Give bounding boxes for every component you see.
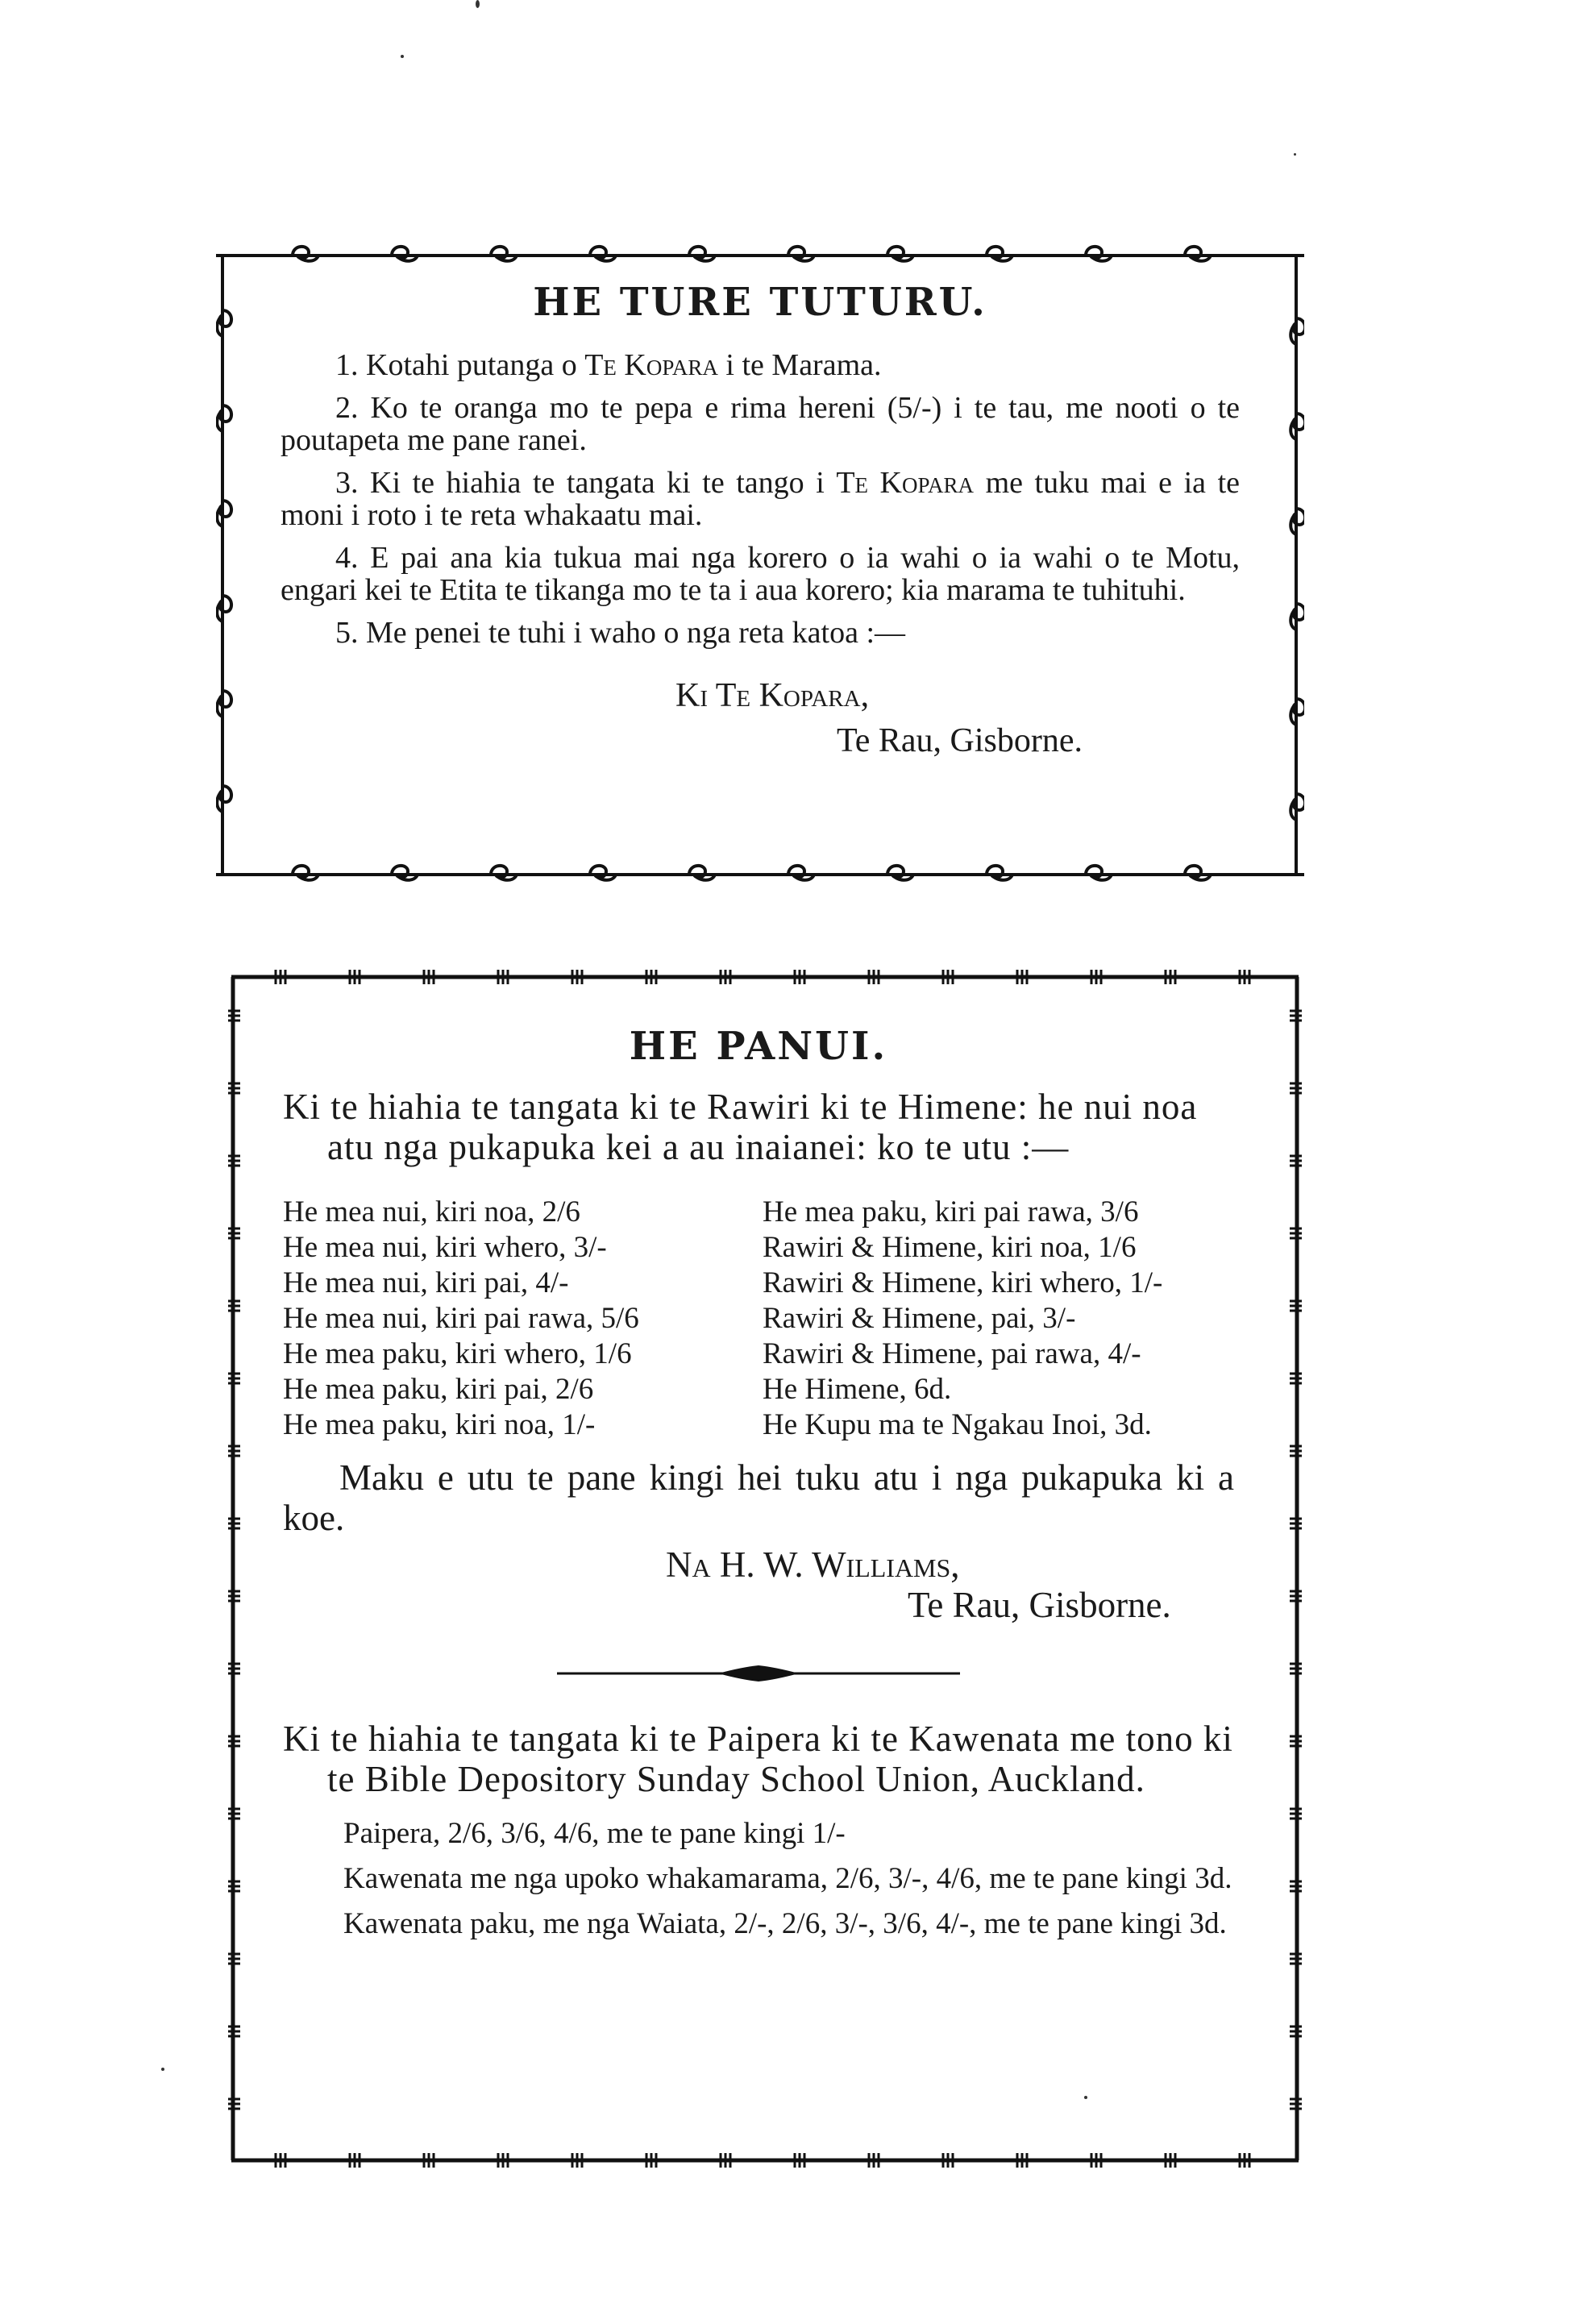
bead-ornament xyxy=(1290,1228,1302,1230)
scroll-ornament xyxy=(217,301,231,336)
rules-title: HE TURE TUTURU. xyxy=(533,280,987,325)
price-item: He mea nui, kiri whero, 3/- xyxy=(283,1231,607,1264)
bead-ornament xyxy=(428,970,430,984)
bead-ornament xyxy=(228,1445,240,1448)
bead-ornament xyxy=(228,1595,240,1598)
notice-box xyxy=(228,959,1302,2172)
bead-ornament xyxy=(1290,1160,1302,1162)
bead-ornament xyxy=(1290,1528,1302,1530)
bead-ornament xyxy=(354,2153,356,2168)
bead-ornament xyxy=(1290,1673,1302,1675)
bead-ornament xyxy=(1290,1736,1302,1738)
bead-ornament xyxy=(228,1740,240,1743)
bead-ornament xyxy=(280,970,282,984)
bead-ornament xyxy=(228,1237,240,1240)
bead-ornament xyxy=(655,970,658,984)
bead-ornament xyxy=(1290,1233,1302,1235)
bead-ornament xyxy=(1290,1020,1302,1022)
bead-ornament xyxy=(507,970,509,984)
bead-ornament xyxy=(1290,1445,1302,1448)
bead-ornament xyxy=(1290,1310,1302,1312)
bead-ornament xyxy=(228,1745,240,1748)
bead-ornament xyxy=(873,970,875,984)
bead-ornament xyxy=(228,1233,240,1235)
bead-ornament xyxy=(1290,1663,1302,1665)
bead-ornament xyxy=(228,1528,240,1530)
rule-item: 2. Ko te oranga mo te pepa e rima hereni (5/-) i te tau, me nooti o te poutapeta me pane ranei. xyxy=(281,391,1240,457)
bead-ornament xyxy=(1290,1450,1302,1453)
bead-ornament xyxy=(1290,1963,1302,1965)
bead-ornament xyxy=(571,970,574,984)
bead-ornament xyxy=(1249,970,1251,984)
bead-ornament xyxy=(1290,1155,1302,1158)
bead-ornament xyxy=(1290,2026,1302,2028)
bead-ornament xyxy=(275,970,277,984)
scroll-ornament xyxy=(977,247,1012,261)
bible-intro: Ki te hiahia te tangata ki te Paipera ki te Kawenata me tono ki te Bible Depository Sunday School Union, Auckland. xyxy=(283,1719,1233,1799)
bead-ornament xyxy=(804,2153,806,2168)
bead-ornament xyxy=(228,1518,240,1520)
scroll-ornament xyxy=(217,491,231,526)
bead-ornament xyxy=(507,2153,509,2168)
bead-ornament xyxy=(1290,2098,1302,2101)
bead-ornament xyxy=(1290,2031,1302,2033)
price-item: He mea nui, kiri pai rawa, 5/6 xyxy=(283,1302,639,1335)
bead-ornament xyxy=(423,2153,426,2168)
scroll-ornament xyxy=(481,866,517,880)
bead-ornament xyxy=(947,970,950,984)
address-line: Te Rau, Gisborne. xyxy=(837,722,1083,759)
bead-ornament xyxy=(359,2153,361,2168)
rule-item: 4. E pai ana kia tukua mai nga korero o ia wahi o ia wahi o te Motu, engari kei te Etita te tikanga mo te ta i aua korero; kia marama te tuhituhi. xyxy=(281,541,1240,607)
bead-ornament xyxy=(1174,970,1177,984)
signature-place: Te Rau, Gisborne. xyxy=(908,1585,1171,1625)
bead-ornament xyxy=(1290,1890,1302,1893)
bead-ornament xyxy=(1290,1881,1302,1883)
bead-ornament xyxy=(228,1813,240,1815)
bead-ornament xyxy=(799,970,801,984)
scroll-ornament xyxy=(977,866,1012,880)
signature-name: Na H. W. Williams, xyxy=(666,1544,960,1585)
bead-ornament xyxy=(1170,2153,1172,2168)
bead-ornament xyxy=(947,2153,950,2168)
bead-ornament xyxy=(873,2153,875,2168)
bead-ornament xyxy=(794,2153,796,2168)
bead-ornament xyxy=(228,1010,240,1012)
scroll-ornament xyxy=(1175,866,1211,880)
bead-ornament xyxy=(1290,1958,1302,1960)
bead-ornament xyxy=(1290,1813,1302,1815)
bead-ornament xyxy=(1290,1595,1302,1598)
rule-item: 5. Me penei te tuhi i waho o nga reta katoa :— xyxy=(335,616,906,650)
price-item: He mea nui, kiri noa, 2/6 xyxy=(283,1195,580,1228)
bead-ornament xyxy=(1091,970,1093,984)
page-speck xyxy=(161,2068,164,2071)
bead-ornament xyxy=(1290,1808,1302,1810)
bead-ornament xyxy=(1249,2153,1251,2168)
bead-ornament xyxy=(228,1083,240,1085)
bead-ornament xyxy=(1244,970,1246,984)
price-item: He mea nui, kiri pai, 4/- xyxy=(283,1266,569,1299)
bead-ornament xyxy=(1290,1885,1302,1888)
bead-ornament xyxy=(1244,2153,1246,2168)
bead-ornament xyxy=(1290,1010,1302,1012)
signature-block xyxy=(283,1544,1234,1625)
bead-ornament xyxy=(1174,2153,1177,2168)
bead-ornament xyxy=(228,1523,240,1525)
bead-ornament xyxy=(228,2103,240,2106)
bead-ornament xyxy=(228,1663,240,1665)
scroll-ornament xyxy=(382,247,418,261)
bead-ornament xyxy=(952,2153,954,2168)
bead-ornament xyxy=(423,970,426,984)
bead-ornament xyxy=(1026,2153,1029,2168)
bead-ornament xyxy=(497,2153,500,2168)
bead-ornament xyxy=(868,970,871,984)
bead-ornament xyxy=(650,970,653,984)
scroll-ornament xyxy=(1175,247,1211,261)
scroll-ornament xyxy=(481,247,517,261)
bead-ornament xyxy=(275,2153,277,2168)
bead-ornament xyxy=(497,970,500,984)
scroll-ornament xyxy=(779,866,814,880)
bead-ornament xyxy=(1100,970,1103,984)
bead-ornament xyxy=(1016,2153,1019,2168)
price-item: He mea paku, kiri pai rawa, 3/6 xyxy=(763,1195,1139,1228)
bead-ornament xyxy=(942,2153,945,2168)
bead-ornament xyxy=(646,2153,648,2168)
scroll-ornament xyxy=(878,866,913,880)
bead-ornament xyxy=(878,2153,880,2168)
bead-ornament xyxy=(228,2108,240,2110)
bead-ornament xyxy=(228,1953,240,1956)
bead-ornament xyxy=(428,2153,430,2168)
scroll-ornament xyxy=(217,396,231,431)
bead-ornament xyxy=(1095,2153,1098,2168)
bead-ornament xyxy=(228,2031,240,2033)
bead-ornament xyxy=(942,970,945,984)
bead-ornament xyxy=(1290,1300,1302,1303)
bead-ornament xyxy=(228,2035,240,2038)
bead-ornament xyxy=(502,2153,505,2168)
bead-ornament xyxy=(228,1382,240,1385)
bead-ornament xyxy=(228,1015,240,1017)
bead-ornament xyxy=(285,970,287,984)
bible-price-item: Kawenata paku, me nga Waiata, 2/-, 2/6, 3/-, 3/6, 4/-, me te pane kingi 3d. xyxy=(343,1907,1227,1940)
bead-ornament xyxy=(1095,970,1098,984)
bead-ornament xyxy=(1290,1518,1302,1520)
scroll-ornament xyxy=(680,866,715,880)
scroll-ornament xyxy=(283,866,318,880)
bead-ornament xyxy=(571,2153,574,2168)
bead-ornament xyxy=(576,970,579,984)
bead-ornament xyxy=(646,970,648,984)
bead-ornament xyxy=(729,2153,732,2168)
bead-ornament xyxy=(878,970,880,984)
bead-ornament xyxy=(799,2153,801,2168)
page-speck xyxy=(401,55,404,58)
bead-ornament xyxy=(228,1155,240,1158)
bead-ornament xyxy=(1290,1305,1302,1307)
bead-ornament xyxy=(1290,1818,1302,1820)
bead-ornament xyxy=(359,970,361,984)
notice-title: HE PANUI. xyxy=(629,1024,888,1069)
bead-ornament xyxy=(581,2153,584,2168)
bead-ornament xyxy=(228,1736,240,1738)
page-speck xyxy=(476,0,480,8)
page-speck xyxy=(1294,153,1296,156)
bead-ornament xyxy=(1165,2153,1167,2168)
price-item: Rawiri & Himene, pai rawa, 4/- xyxy=(763,1337,1141,1370)
bead-ornament xyxy=(228,1165,240,1167)
bead-ornament xyxy=(1021,970,1024,984)
scroll-ornament xyxy=(1076,247,1112,261)
bead-ornament xyxy=(433,2153,435,2168)
bead-ornament xyxy=(1290,2103,1302,2106)
bead-ornament xyxy=(354,970,356,984)
bead-ornament xyxy=(228,1881,240,1883)
bead-ornament xyxy=(1290,1083,1302,1085)
bead-ornament xyxy=(1290,1378,1302,1380)
bead-ornament xyxy=(1100,2153,1103,2168)
scroll-ornament xyxy=(580,866,616,880)
bead-ornament xyxy=(228,1808,240,1810)
price-column-right xyxy=(763,1195,1234,1443)
bead-ornament xyxy=(228,1087,240,1090)
price-item: He mea paku, kiri whero, 1/6 xyxy=(283,1337,632,1370)
scroll-ornament xyxy=(1076,866,1112,880)
bead-ornament xyxy=(804,970,806,984)
bead-ornament xyxy=(1091,2153,1093,2168)
scroll-ornament xyxy=(878,247,913,261)
bead-ornament xyxy=(228,2098,240,2101)
bead-ornament xyxy=(228,1092,240,1095)
bead-ornament xyxy=(1239,2153,1241,2168)
bead-ornament xyxy=(228,1958,240,1960)
price-list xyxy=(283,1195,1234,1443)
scroll-ornament xyxy=(680,247,715,261)
bead-ornament xyxy=(1290,1382,1302,1385)
bead-ornament xyxy=(720,970,722,984)
bead-ornament xyxy=(952,970,954,984)
bible-price-item: Kawenata me nga upoko whakamarama, 2/6, 3/-, 4/6, me te pane kingi 3d. xyxy=(343,1862,1232,1895)
scroll-ornament xyxy=(217,586,231,621)
bead-ornament xyxy=(1290,2035,1302,2038)
rules-box xyxy=(216,238,1304,887)
bead-ornament xyxy=(349,2153,351,2168)
rule-item: 3. Ki te hiahia te tangata ki te tango i Te Kopara me tuku mai e ia te moni i roto i te reta whakaatu mai. xyxy=(281,466,1240,532)
bead-ornament xyxy=(228,1885,240,1888)
bead-ornament xyxy=(1290,1237,1302,1240)
bead-ornament xyxy=(1290,1590,1302,1593)
bead-ornament xyxy=(228,1305,240,1307)
bead-ornament xyxy=(1021,2153,1024,2168)
bead-ornament xyxy=(1290,1373,1302,1375)
bead-ornament xyxy=(1290,1740,1302,1743)
price-column-left xyxy=(283,1195,759,1443)
bead-ornament xyxy=(725,970,727,984)
bead-ornament xyxy=(581,970,584,984)
bead-ornament xyxy=(228,1378,240,1380)
bead-ornament xyxy=(1290,1668,1302,1670)
bead-ornament xyxy=(1290,1087,1302,1090)
bead-ornament xyxy=(228,1020,240,1022)
bead-ornament xyxy=(794,970,796,984)
bead-ornament xyxy=(280,2153,282,2168)
postal-address xyxy=(281,673,1240,763)
postage-note: Maku e utu te pane kingi hei tuku atu i nga pukapuka ki a koe. xyxy=(283,1457,1234,1538)
bead-ornament xyxy=(228,1668,240,1670)
bead-ornament xyxy=(228,1818,240,1820)
bead-ornament xyxy=(1290,1523,1302,1525)
bead-ornament xyxy=(576,2153,579,2168)
bead-ornament xyxy=(502,970,505,984)
bead-ornament xyxy=(650,2153,653,2168)
price-item: Rawiri & Himene, kiri whero, 1/- xyxy=(763,1266,1163,1299)
divider-ornament xyxy=(557,1664,960,1683)
scroll-ornament xyxy=(217,681,231,717)
scroll-ornament xyxy=(382,866,418,880)
bead-ornament xyxy=(228,1590,240,1593)
price-item: He Kupu ma te Ngakau Inoi, 3d. xyxy=(763,1408,1152,1441)
bead-ornament xyxy=(228,1373,240,1375)
price-item: He Himene, 6d. xyxy=(763,1373,952,1406)
bead-ornament xyxy=(228,1310,240,1312)
bead-ornament xyxy=(1165,970,1167,984)
bead-ornament xyxy=(285,2153,287,2168)
price-item: He mea paku, kiri pai, 2/6 xyxy=(283,1373,594,1406)
bead-ornament xyxy=(1026,970,1029,984)
scroll-ornament xyxy=(217,776,231,812)
bead-ornament xyxy=(228,1228,240,1230)
bead-ornament xyxy=(349,970,351,984)
bead-ornament xyxy=(1016,970,1019,984)
bead-ornament xyxy=(1290,1745,1302,1748)
bead-ornament xyxy=(868,2153,871,2168)
bead-ornament xyxy=(228,1450,240,1453)
bead-ornament xyxy=(729,970,732,984)
rule-item: 1. Kotahi putanga o Te Kopara i te Marama. xyxy=(335,348,882,382)
bead-ornament xyxy=(1290,1092,1302,1095)
bead-ornament xyxy=(433,970,435,984)
bead-ornament xyxy=(228,1673,240,1675)
bead-ornament xyxy=(1239,970,1241,984)
bead-ornament xyxy=(655,2153,658,2168)
bead-ornament xyxy=(1290,1015,1302,1017)
scroll-ornament xyxy=(779,247,814,261)
scroll-ornament xyxy=(283,247,318,261)
bead-ornament xyxy=(228,1600,240,1603)
bead-ornament xyxy=(228,1455,240,1457)
bead-ornament xyxy=(228,1890,240,1893)
scroll-ornament xyxy=(580,247,616,261)
bead-ornament xyxy=(720,2153,722,2168)
price-item: He mea paku, kiri noa, 1/- xyxy=(283,1408,596,1441)
bead-ornament xyxy=(1290,1455,1302,1457)
hymnbook-intro: Ki te hiahia te tangata ki te Rawiri ki te Himene: he nui noa atu nga pukapuka kei a au inaianei: ko te utu :— xyxy=(283,1087,1198,1167)
bible-price-item: Paipera, 2/6, 3/6, 4/6, me te pane kingi 1/- xyxy=(343,1817,846,1850)
bead-ornament xyxy=(725,2153,727,2168)
bead-ornament xyxy=(1290,1953,1302,1956)
bead-ornament xyxy=(228,2026,240,2028)
bead-ornament xyxy=(1290,2108,1302,2110)
price-item: Rawiri & Himene, pai, 3/- xyxy=(763,1302,1076,1335)
bead-ornament xyxy=(228,1160,240,1162)
bead-ornament xyxy=(228,1300,240,1303)
price-item: Rawiri & Himene, kiri noa, 1/6 xyxy=(763,1231,1137,1264)
bead-ornament xyxy=(228,1963,240,1965)
bead-ornament xyxy=(1290,1165,1302,1167)
bead-ornament xyxy=(1170,970,1172,984)
address-line: Ki Te Kopara, xyxy=(675,677,870,714)
bead-ornament xyxy=(1290,1600,1302,1603)
